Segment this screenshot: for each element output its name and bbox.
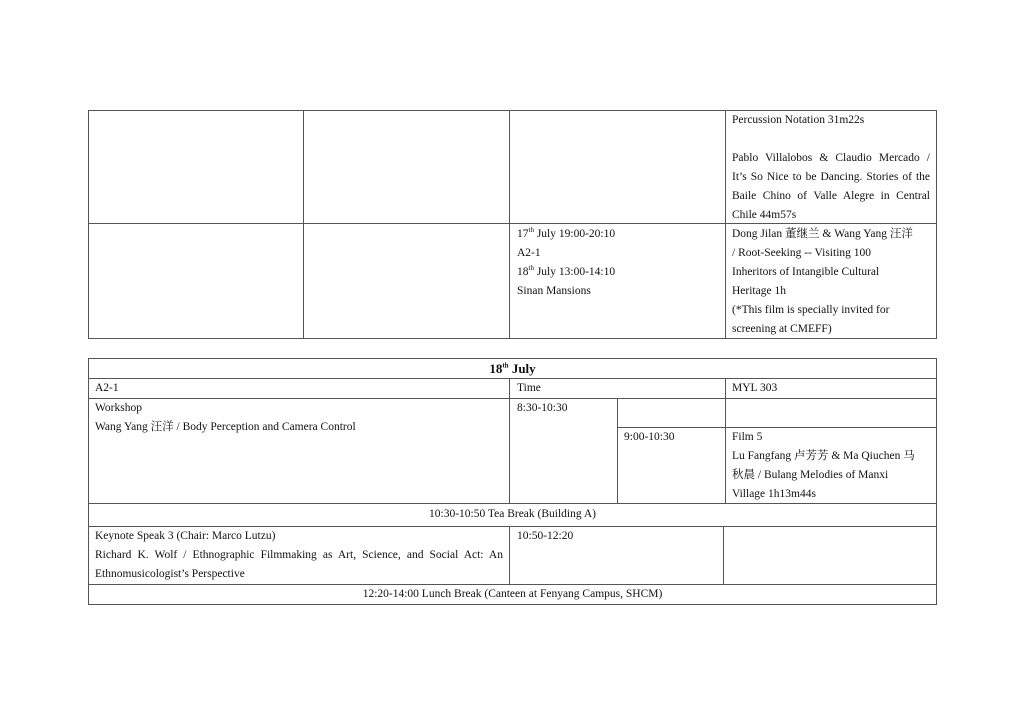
film-entry-line: / Root-Seeking -- Visiting 100	[732, 247, 872, 259]
screening-room-2: Sinan Mansions	[517, 285, 591, 297]
keynote-line: Richard K. Wolf / Ethnographic Filmmaking as Art, Science, and Social Act: An	[95, 549, 503, 561]
row-divider	[88, 503, 937, 504]
film-entry-line: Dong Jilan 董继兰 & Wang Yang 汪洋	[732, 228, 913, 240]
film-entry-line: Baile Chino of Valle Alegre in Central	[732, 190, 930, 202]
film-entry-line: (*This film is specially invited for	[732, 304, 890, 316]
column-divider	[723, 526, 724, 584]
column-divider	[509, 110, 510, 339]
column-divider	[303, 110, 304, 339]
workshop-detail: Wang Yang 汪洋 / Body Perception and Camera Control	[95, 421, 356, 433]
film5-time: 9:00-10:30	[624, 431, 675, 443]
column-divider	[617, 398, 618, 503]
film-entry-line: It’s So Nice to be Dancing. Stories of the	[732, 171, 930, 183]
film5-line: Village 1h13m44s	[732, 488, 816, 500]
column-divider	[725, 378, 726, 503]
workshop-time: 8:30-10:30	[517, 402, 568, 414]
keynote-time: 10:50-12:20	[517, 530, 574, 542]
header-room-a2-1: A2-1	[95, 382, 119, 394]
film-entry-line: Pablo Villalobos & Claudio Mercado /	[732, 152, 930, 164]
column-divider	[725, 110, 726, 339]
row-divider	[88, 378, 937, 379]
row-divider	[88, 223, 937, 224]
film-entry-line: Heritage 1h	[732, 285, 786, 297]
film5-line: Lu Fangfang 卢芳芳 & Ma Qiuchen 马	[732, 450, 915, 462]
film-entry-line: Inheritors of Intangible Cultural	[732, 266, 880, 278]
workshop-label: Workshop	[95, 402, 142, 414]
screening-schedule-2: 18th July 13:00-14:10	[517, 264, 616, 278]
row-divider	[88, 398, 937, 399]
keynote-line: Keynote Speak 3 (Chair: Marco Lutzu)	[95, 530, 276, 542]
film-entry-line: Chile 44m57s	[732, 209, 797, 221]
keynote-line: Ethnomusicologist’s Perspective	[95, 568, 245, 580]
screening-room-1: A2-1	[517, 247, 541, 259]
lunch-break: 12:20-14:00 Lunch Break (Canteen at Fenyang Campus, SHCM)	[362, 588, 663, 600]
film5-line: 秋晨 / Bulang Melodies of Manxi	[732, 469, 889, 481]
header-room-myl-303: MYL 303	[732, 382, 778, 394]
day-title: 18th July	[489, 361, 536, 376]
column-divider	[509, 378, 510, 503]
tea-break: 10:30-10:50 Tea Break (Building A)	[429, 508, 596, 520]
film-entry-line: Percussion Notation 31m22s	[732, 114, 865, 126]
header-time: Time	[517, 382, 541, 394]
film-entry-line: screening at CMEFF)	[732, 323, 832, 335]
screening-schedule-1: 17th July 19:00-20:10	[517, 226, 616, 240]
column-divider	[509, 526, 510, 584]
film5-line: Film 5	[732, 431, 763, 443]
